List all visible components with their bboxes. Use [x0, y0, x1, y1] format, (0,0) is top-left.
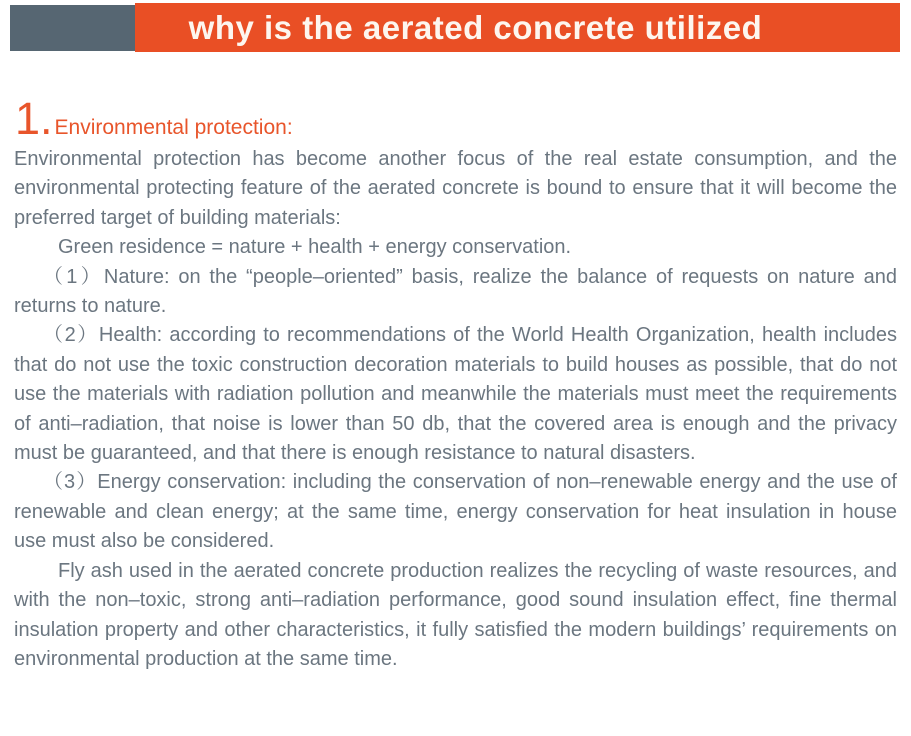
section-title: Environmental protection:	[54, 116, 293, 139]
paragraph-item-1-nature: （1）Nature: on the “people–oriented” basis, realize the balance of requests on nature and returns to nature.	[14, 265, 897, 318]
paragraph-item-2-health: （2）Health: according to recommendations of the World Health Organization, health includes that do not use the toxic construction decoration materials to build houses as possible, that do not use the materials with radiation pollution and meanwhile the materials must meet the requirements of anti–radiation, that noise is lower than 50 db, that the covered area is enough and the privacy must be guaranteed, and that there is enough resistance to natural disasters.	[14, 324, 897, 465]
section-heading	[15, 94, 293, 144]
paragraph-green-residence: Green residence = nature + health + energy conservation.	[58, 236, 572, 259]
paragraph-fly-ash-conclusion: Fly ash used in the aerated concrete production realizes the recycling of waste resources, and with the non–toxic, strong anti–radiation performance, good sound insulation effect, fine thermal insulation property and other characteristics, it fully satisfied the modern buildings’ requirements on environmental production at the same time.	[14, 559, 897, 670]
body-content	[14, 145, 897, 674]
header-accent-block	[10, 5, 135, 51]
header-banner	[135, 3, 900, 52]
section-number: 1.	[15, 93, 53, 144]
paragraph-environmental-protection-intro: Environmental protection has become another focus of the real estate consumption, and the environmental protecting feature of the aerated concrete is bound to ensure that it will become the preferred target of building materials:	[14, 148, 897, 229]
page-title: why is the aerated concrete utilized	[188, 8, 763, 46]
paragraph-item-3-energy-conservation: （3）Energy conservation: including the conservation of non–renewable energy and the use of renewable and clean energy; at the same time, energy conservation for heat insulation in house use must also be considered.	[14, 471, 897, 553]
